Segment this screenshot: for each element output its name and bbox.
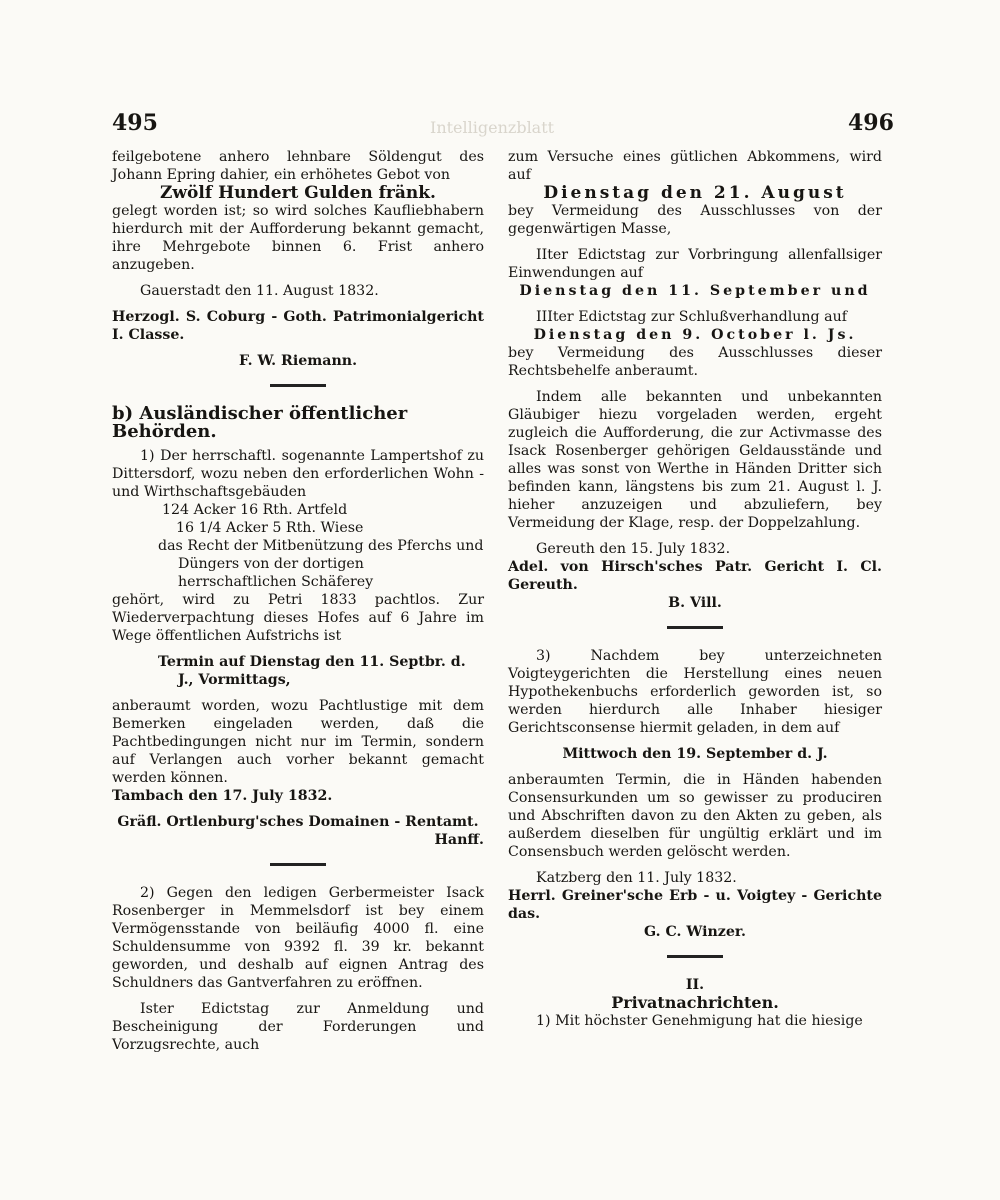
authority-name: Gräfl. Ortlenburg'sches Domainen - Rentamt. (117, 814, 479, 830)
authority-name: Adel. von Hirsch'sches Patr. Gericht I. Cl. Gereuth. (508, 559, 882, 593)
signature: B. Vill. (668, 595, 722, 611)
paragraph: Indem alle bekannten und unbekannten Gläubiger hiezu vorgeladen werden, ergeht zugleich die Aufforderung, die zur Activmasse des Isack Rosenberger gehörigen Geldausstände und alles was sonst von Werthe in Händen Dritter sich befinden kann, längstens bis zum 21. August l. J. hieher anzuzeigen und abzuliefern, bey Vermeidung der Klage, resp. der Doppelzahlung. (508, 389, 882, 531)
section-heading: b) Ausländischer öffentlicher Behörden. (112, 403, 408, 442)
place-date: Tambach den 17. July 1832. (112, 788, 333, 804)
land-item: das Recht der Mitbenützung des Pferchs und Düngers von der dortigen herrschaftlichen Schäferey (158, 538, 484, 590)
section-divider (667, 955, 723, 958)
authority-name: Herzogl. S. Coburg - Goth. Patrimonialgericht I. Classe. (112, 309, 484, 343)
paragraph: 2) Gegen den ledigen Gerbermeister Isack Rosenberger in Memmelsdorf ist bey einem Vermögensstande von beiläufig 4000 fl. eine Schuldensumme von 9392 fl. 39 kr. bekannt geworden, und deshalb auf eignen Antrag des Schuldners das Gantverfahren zu eröffnen. (112, 885, 484, 991)
paragraph: 3) Nachdem bey unterzeichneten Voigteygerichten die Herstellung eines neuen Hypothekenbuchs erforderlich geworden ist, so werden hierdurch alle Inhaber hiesiger Gerichtsconsense hiermit geladen, in dem auf (508, 648, 882, 736)
paragraph: Ister Edictstag zur Anmeldung und Bescheinigung der Forderungen und Vorzugsrechte, auch (112, 1001, 484, 1053)
edict-date: Dienstag den 11. September und (519, 283, 871, 299)
edict-date: Dienstag den 9. October l. Js. (533, 327, 857, 343)
paragraph: gelegt worden ist; so wird solches Kaufliebhabern hierdurch mit der Aufforderung bekannt gemacht, ihre Mehrgebote binnen 6. Frist anhero anzugeben. (112, 203, 484, 273)
edict-date: Dienstag den 21. August (543, 183, 847, 203)
section-divider (270, 863, 326, 866)
left-column (112, 148, 484, 1054)
signature: G. C. Winzer. (644, 924, 746, 940)
right-column (508, 148, 882, 1030)
section-number: II. (685, 977, 705, 993)
bid-amount: Zwölf Hundert Gulden fränk. (160, 183, 436, 203)
paragraph: zum Versuche eines gütlichen Abkommens, wird auf (508, 149, 882, 183)
term-date: Mittwoch den 19. September d. J. (562, 746, 828, 762)
paragraph: anberaumt worden, wozu Pachtlustige mit dem Bemerken eingeladen werden, daß die Pachtbedingungen nicht nur im Termin, sondern auf Verlangen auch vorher bekannt gemacht werden können. (112, 698, 484, 786)
paragraph: 1) Mit höchster Genehmigung hat die hiesige (536, 1013, 863, 1029)
land-item: 16 1/4 Acker 5 Rth. Wiese (176, 520, 364, 536)
paragraph: gehört, wird zu Petri 1833 pachtlos. Zur Wiederverpachtung dieses Hofes auf 6 Jahre im Wege öffentlichen Aufstrichs ist (112, 592, 484, 644)
paragraph: bey Vermeidung des Ausschlusses von der gegenwärtigen Masse, (508, 203, 882, 237)
term-date: Termin auf Dienstag den 11. Septbr. d. J., Vormittags, (158, 654, 466, 688)
place-date: Katzberg den 11. July 1832. (536, 870, 737, 886)
section-divider (667, 626, 723, 629)
paragraph: anberaumten Termin, die in Händen habenden Consensurkunden um so gewisser zu produciren und Abschriften davon zu den Akten zu geben, als außerdem dieselben für ungültig erklärt und im Consensbuch werden gelöscht werden. (508, 772, 882, 860)
signature: F. W. Riemann. (238, 353, 358, 369)
section-heading: Privatnachrichten. (611, 993, 779, 1012)
paragraph: 1) Der herrschaftl. sogenannte Lampertshof zu Dittersdorf, wozu neben den erforderlichen Wohn - und Wirthschaftsgebäuden (112, 448, 484, 500)
place-date: Gereuth den 15. July 1832. (536, 541, 731, 557)
paragraph: bey Vermeidung des Ausschlusses dieser Rechtsbehelfe anberaumt. (508, 345, 882, 379)
page-number-right: 496 (848, 110, 894, 136)
page-number-left: 495 (112, 110, 158, 136)
authority-name: Herrl. Greiner'sche Erb - u. Voigtey - Gerichte das. (508, 888, 882, 922)
signature: Hanff. (434, 832, 484, 848)
paragraph: IIIter Edictstag zur Schlußverhandlung auf (536, 309, 847, 325)
section-divider (270, 384, 326, 387)
paragraph: IIter Edictstag zur Vorbringung allenfallsiger Einwendungen auf (508, 247, 882, 281)
place-date: Gauerstadt den 11. August 1832. (140, 283, 379, 299)
show-through-bleed: Intelligenzblatt (430, 118, 555, 137)
land-item: 124 Acker 16 Rth. Artfeld (162, 502, 348, 518)
paragraph: feilgebotene anhero lehnbare Söldengut des Johann Epring dahier, ein erhöhetes Gebot von (112, 149, 484, 183)
